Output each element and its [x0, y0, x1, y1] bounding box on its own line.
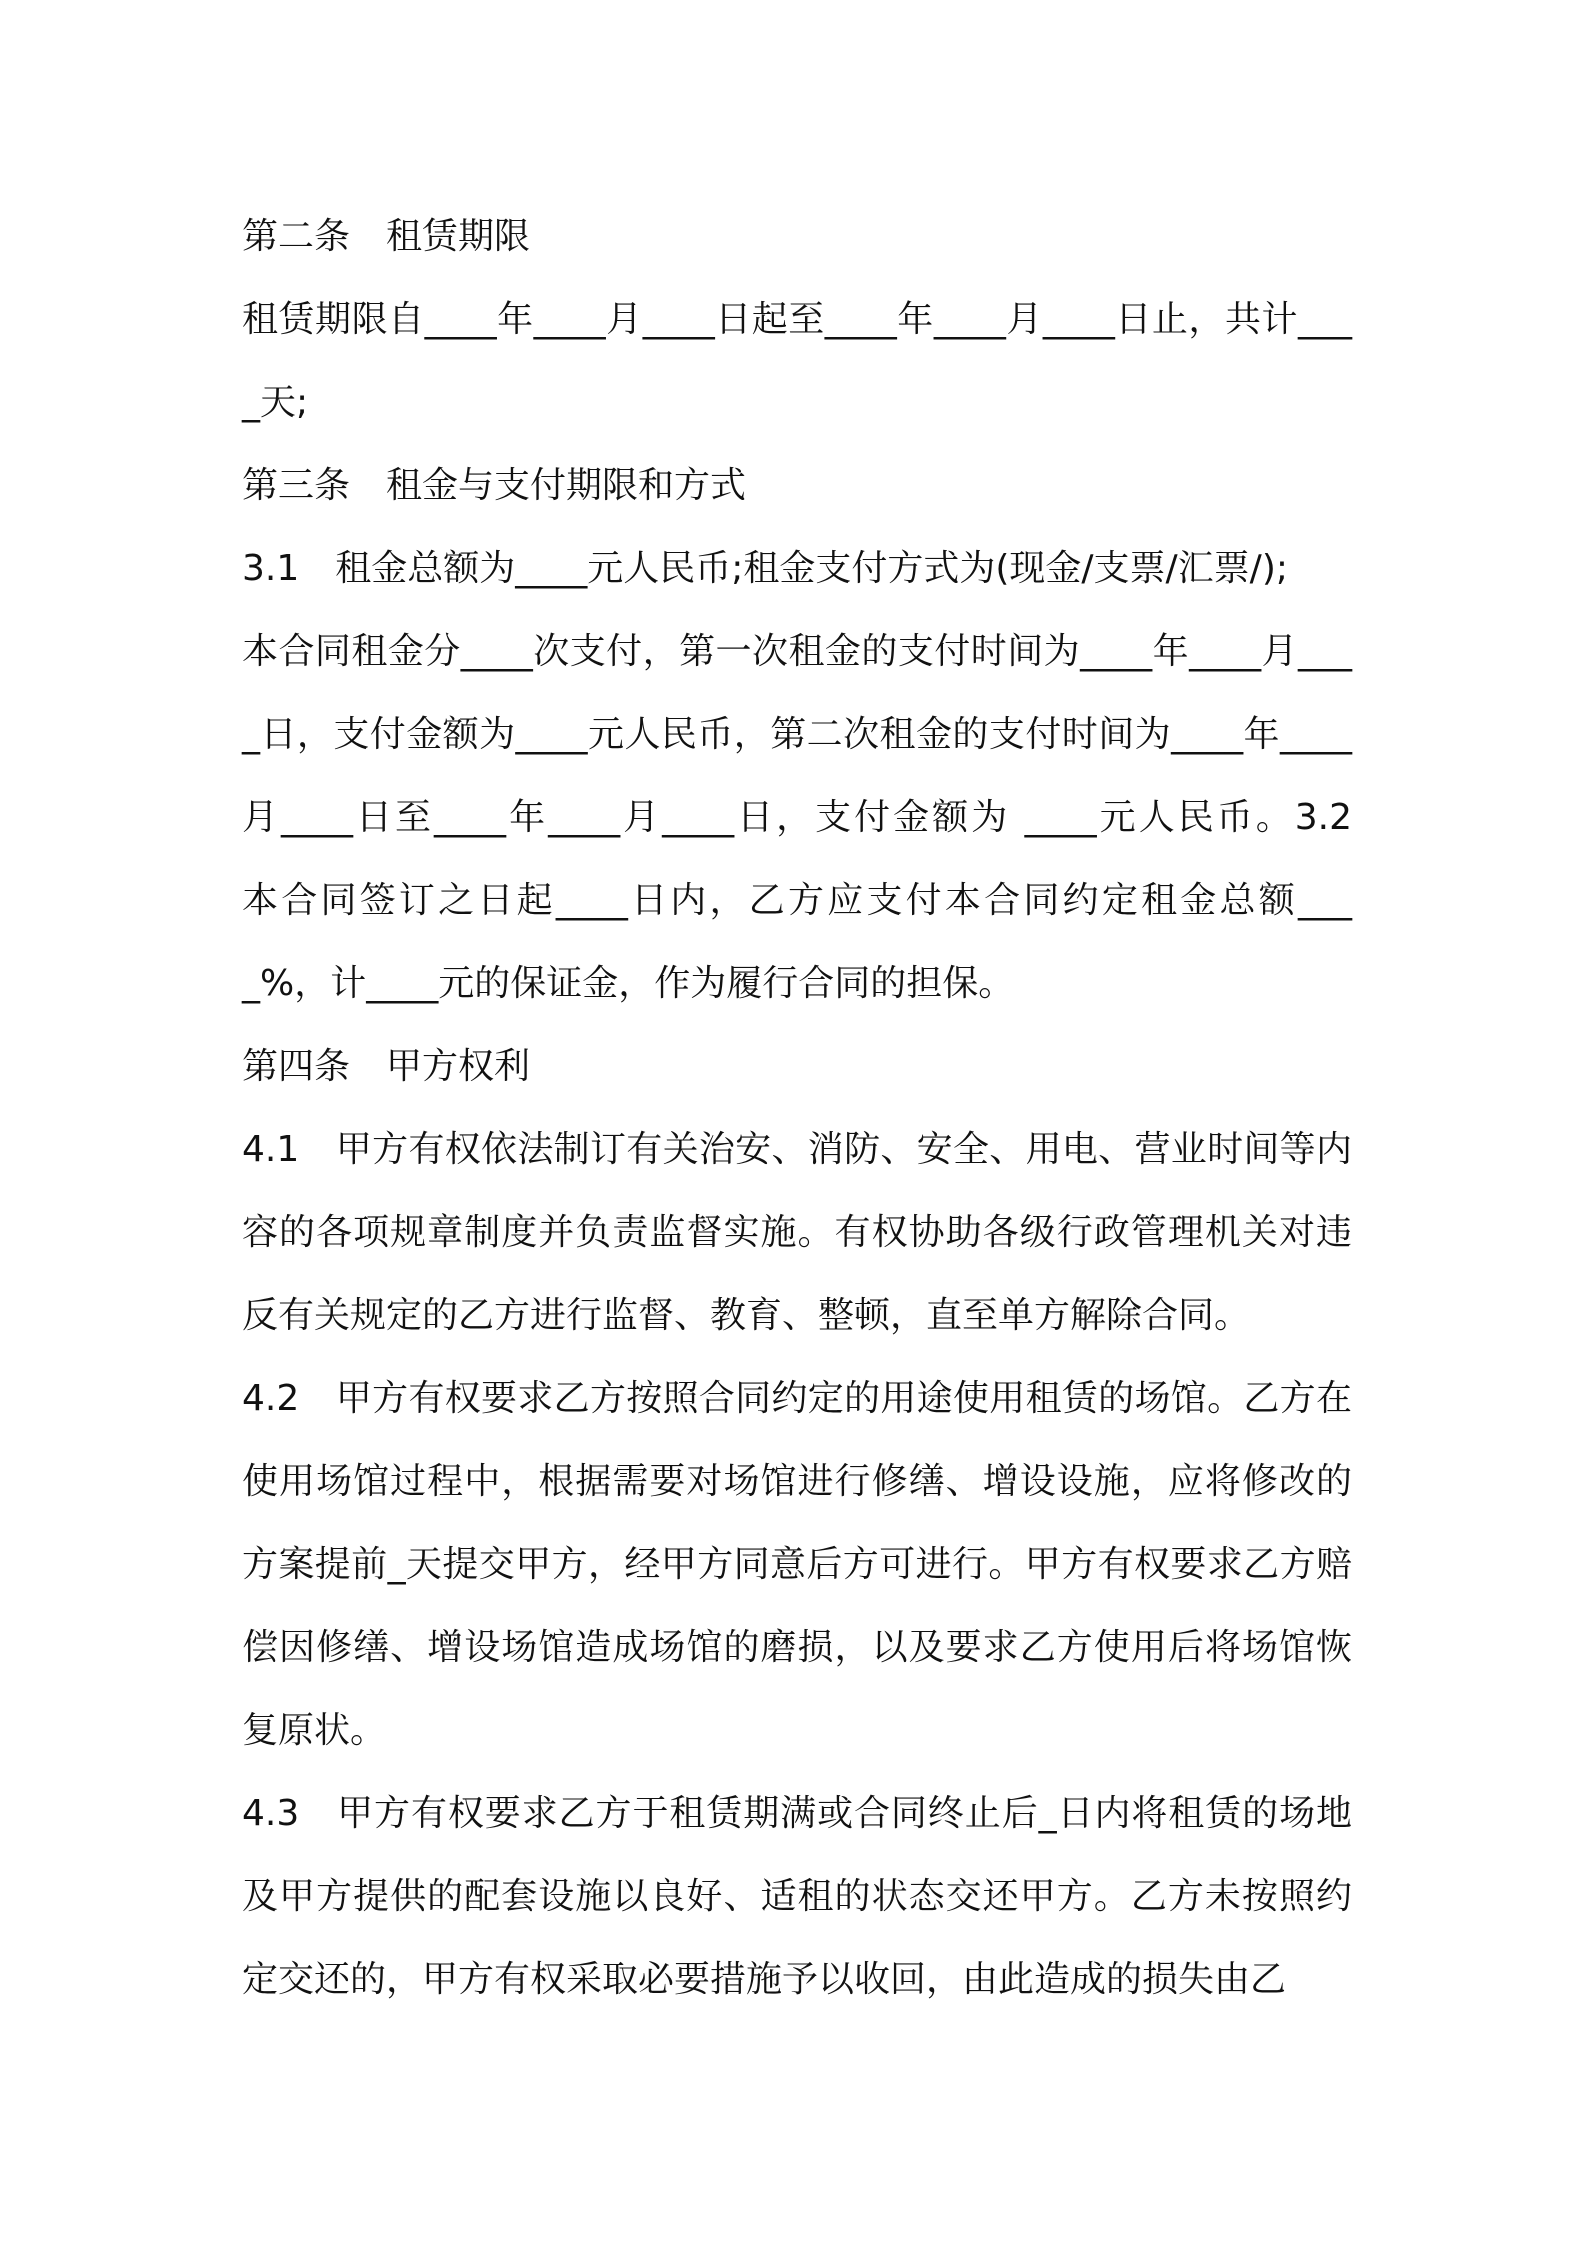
clause-4-1: 4.1 甲方有权依法制订有关治安、消防、安全、用电、营业时间等内容的各项规章制度并负责监督实施。有权协助各级行政管理机关对违反有关规定的乙方进行监督、教育、整顿，直至单方解除合同。	[242, 1129, 1352, 1336]
clause-4-2: 4.2 甲方有权要求乙方按照合同约定的用途使用租赁的场馆。乙方在使用场馆过程中，根据需要对场馆进行修缮、增设设施，应将修改的方案提前_天提交甲方，经甲方同意后方可进行。甲方有权要求乙方赔偿因修缮、增设场馆造成场馆的磨损，以及要求乙方使用后将场馆恢复原状。	[242, 1378, 1352, 1751]
rent-installments-paragraph: 本合同租金分____次支付，第一次租金的支付时间为____年____月____日，支付金额为____元人民币，第二次租金的支付时间为____年____月____日至____年____月____日，支付金额为 ____元人民币。3.2 本合同签订之日起____日内，乙方应支付本合同约定租金总额____%，计____元的保证金，作为履行合同的担保。	[242, 631, 1389, 1004]
article-2-heading: 第二条 租赁期限	[242, 216, 531, 257]
clause-4-3: 4.3 甲方有权要求乙方于租赁期满或合同终止后_日内将租赁的场地及甲方提供的配套设施以良好、适租的状态交还甲方。乙方未按照约定交还的，甲方有权采取必要措施予以收回，由此造成的损失由乙	[242, 1793, 1352, 2000]
contract-page	[242, 195, 1389, 2021]
article-2-lease-term: 租赁期限自____年____月____日起至____年____月____日止，共计____天;	[242, 299, 1352, 423]
article-4-heading: 第四条 甲方权利	[242, 1046, 531, 1087]
clause-3-1: 3.1 租金总额为____元人民币;租金支付方式为(现金/支票/汇票/);	[242, 548, 1288, 589]
article-3-heading: 第三条 租金与支付期限和方式	[242, 465, 747, 506]
